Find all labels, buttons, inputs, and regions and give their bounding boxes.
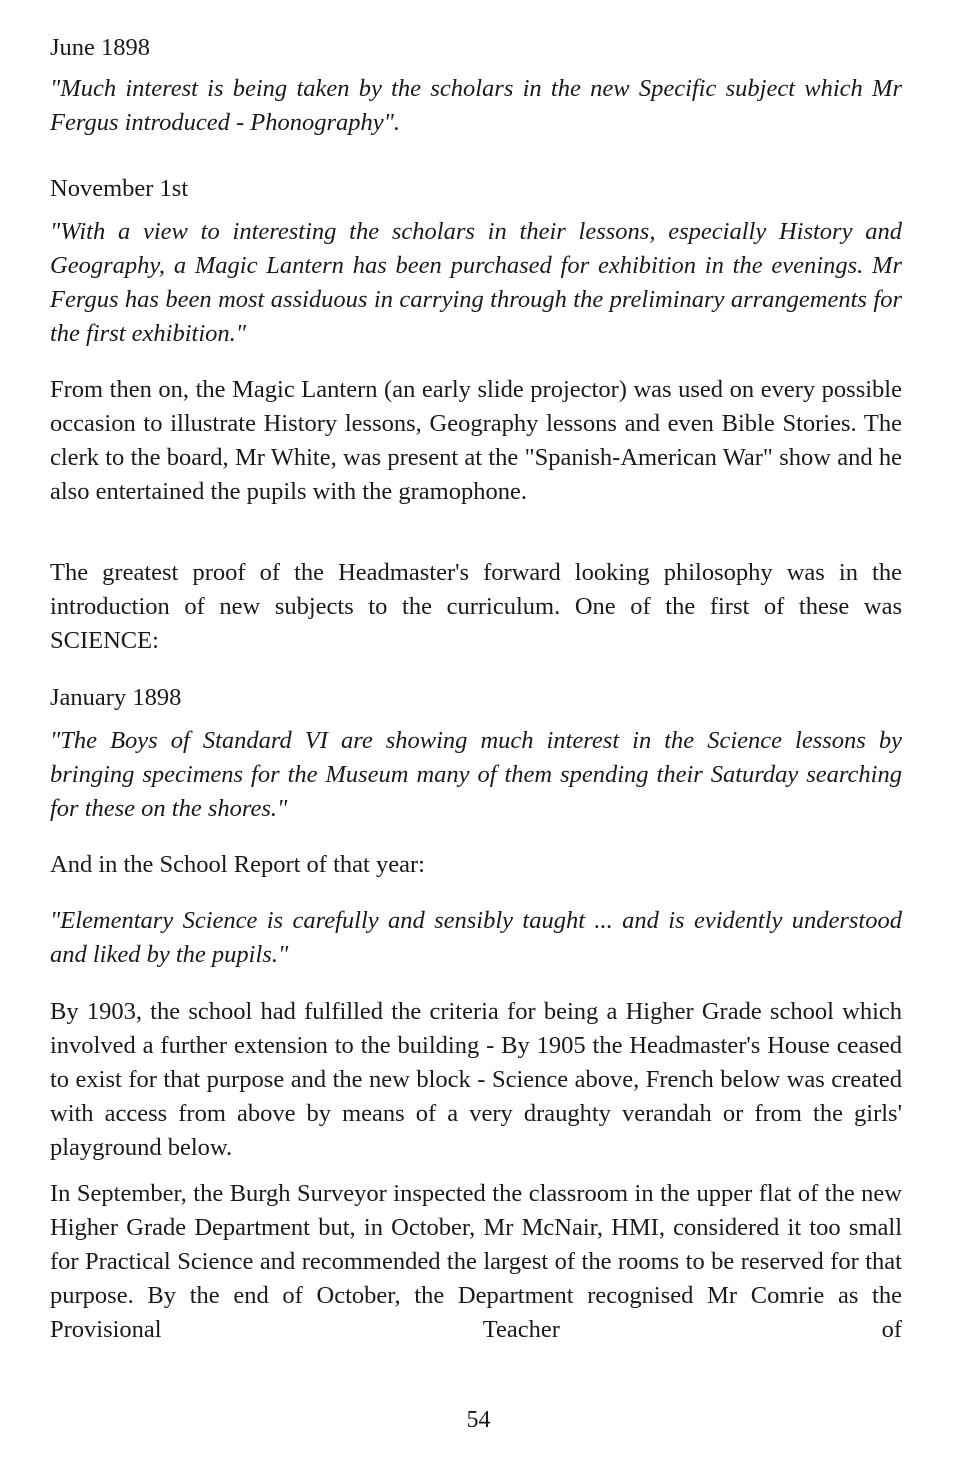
paragraph-new-subjects: The greatest proof of the Headmaster's forward looking philosophy was in the introduction of new subjects to the curriculum. One of the first of these was SCIENCE: [50, 559, 902, 654]
paragraph-magic-lantern-use: From then on, the Magic Lantern (an early slide projector) was used on every possible occasion to illustrate History lessons, Geography lessons and even Bible Stories. The clerk to the board, Mr White, was present at the "Spanish-American War" show and he also entertained the pupils with the gramophone. [50, 376, 902, 505]
paragraph-school-report: And in the School Report of that year: [50, 851, 425, 878]
quote-phonography: "Much interest is being taken by the scholars in the new Specific subject which Mr Fergus introduced - Phonography". [50, 75, 902, 136]
entry-date-november-1st: November 1st [50, 175, 189, 202]
entry-date-june-1898: June 1898 [50, 34, 151, 61]
entry-date-january-1898: January 1898 [50, 684, 182, 711]
paragraph-higher-grade-school: By 1903, the school had fulfilled the criteria for being a Higher Grade school which involved a further extension to the building - By 1905 the Headmaster's House ceased to exist for that purpose and the new block - Science above, French below was created with access from above by means of a very draughty verandah or from the girls' playground below. [50, 998, 902, 1161]
quote-science-lessons: "The Boys of Standard VI are showing much interest in the Science lessons by bringing specimens for the Museum many of them spending their Saturday searching for these on the shores." [50, 727, 902, 822]
quote-magic-lantern: "With a view to interesting the scholars in their lessons, especially History and Geography, a Magic Lantern has been purchased for exhibition in the evenings. Mr Fergus has been most assiduous in carrying through the preliminary arrangements for the first exhibition." [50, 218, 902, 347]
quote-elementary-science: "Elementary Science is carefully and sensibly taught ... and is evidently understood and liked by the pupils." [50, 907, 902, 968]
page-number: 54 [466, 1407, 491, 1433]
paragraph-practical-science: In September, the Burgh Surveyor inspected the classroom in the upper flat of the new Higher Grade Department but, in October, Mr McNair, HMI, considered it too small for Practical Science and recommended the largest of the rooms to be reserved for that purpose. By the end of October, the Department recognised Mr Comrie as the Provisional Teacher of [50, 1180, 902, 1343]
